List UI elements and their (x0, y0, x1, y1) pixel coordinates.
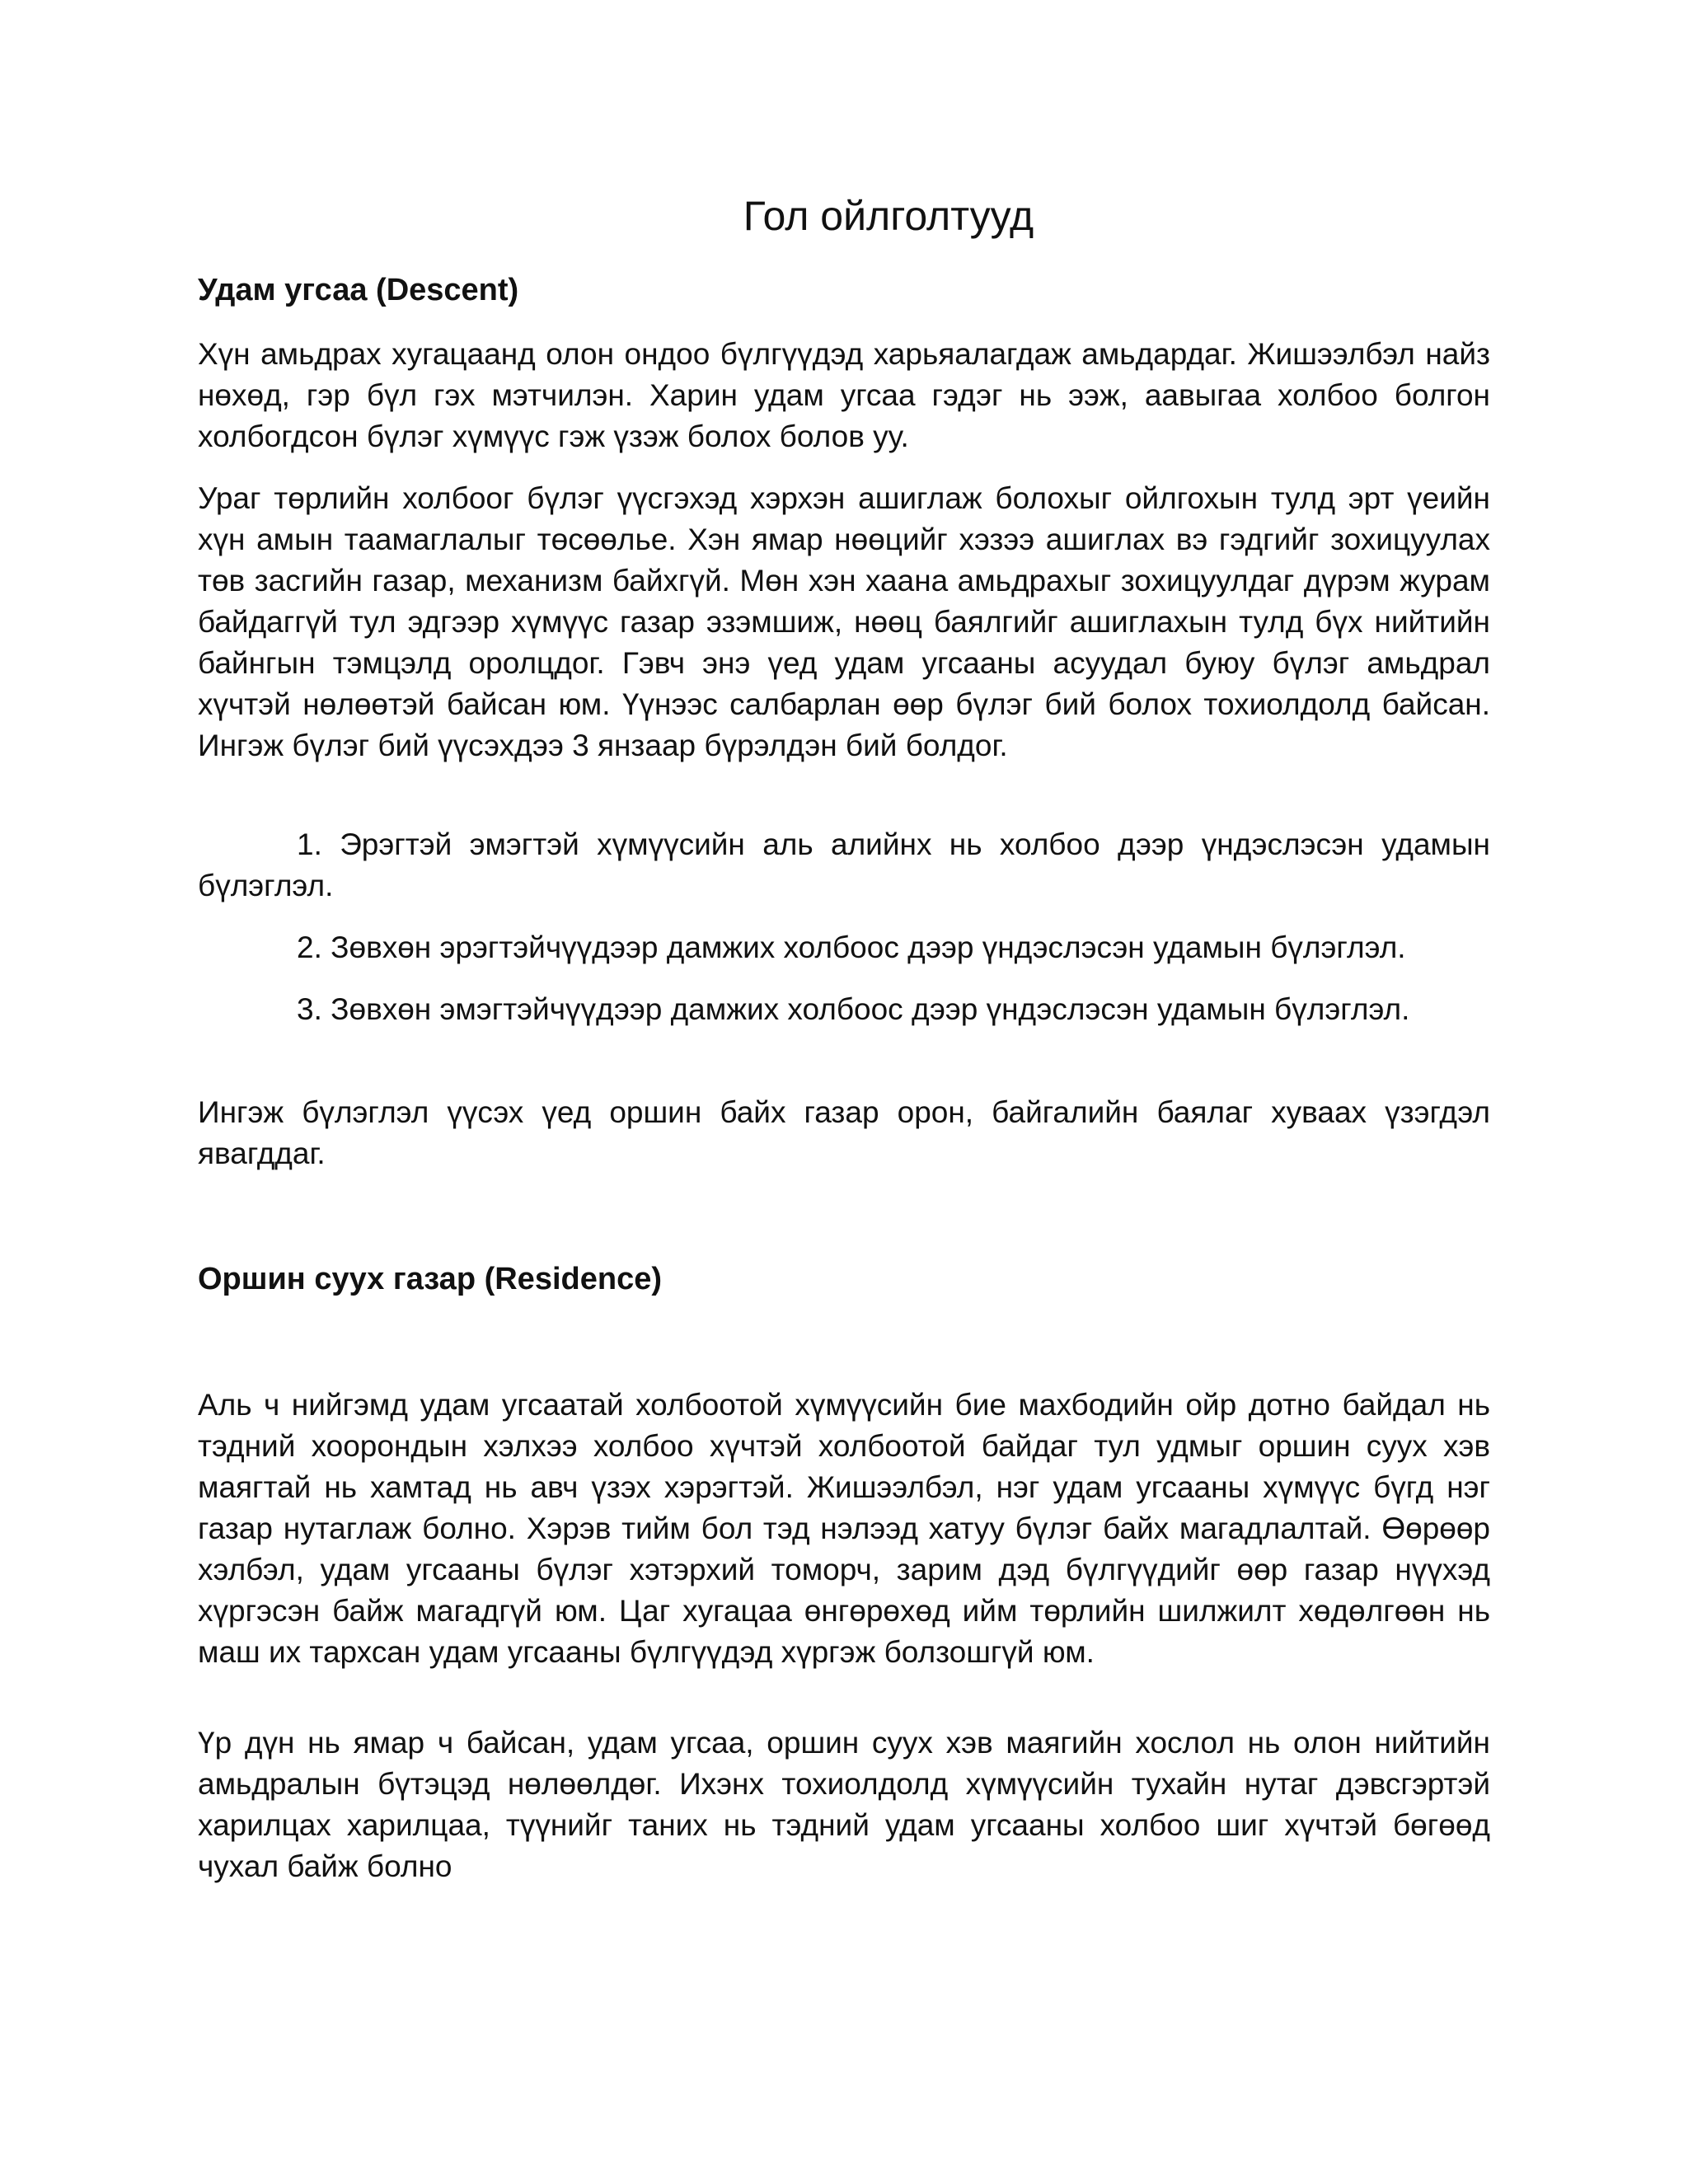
list-item-descent-3: 3. Зөвхөн эмэгтэйчүүдээр дамжих холбоос дээр үндэслэсэн удамын бүлэглэл. (297, 992, 1410, 1026)
document-page (198, 0, 1490, 2184)
paragraph-descent-intro: Хүн амьдрах хугацаанд олон ондоо бүлгүүдэд харьяалагдаж амьдардаг. Жишээлбэл найз нөхөд, гэр бүл гэх мэтчилэн. Харин удам угсаа гэдэг нь ээж, аавыгаа холбоо болгон холбогдсон бүлэг хүмүүс гэж үзэж болох болов уу. (198, 337, 1490, 453)
paragraph-descent-closing: Ингэж бүлэглэл үүсэх үед оршин байх газар орон, байгалийн баялаг хуваах үзэгдэл явагддаг. (198, 1095, 1490, 1170)
section-heading-residence: Оршин суух газар (Residence) (198, 1262, 662, 1296)
list-item-descent-1: 1. Эрэгтэй эмэгтэй хүмүүсийн аль алийнх нь холбоо дээр үндэслэсэн удамын бүлэглэл. (198, 827, 1490, 902)
list-item-descent-2: 2. Зөвхөн эрэгтэйчүүдээр дамжих холбоос дээр үндэслэсэн удамын бүлэглэл. (297, 930, 1406, 964)
page-title: Гол ойлголтууд (743, 193, 1034, 239)
paragraph-descent-body: Ураг төрлийн холбоог бүлэг үүсгэхэд хэрхэн ашиглаж болохыг ойлгохын тулд эрт үеийн хүн амын таамаглалыг төсөөлье. Хэн ямар нөөцийг хэзээ ашиглах вэ гэдгийг зохицуулах төв засгийн газар, механизм байхгүй. Мөн хэн хаана амьдрахыг зохицуулдаг дүрэм журам байдаггүй тул эдгээр хүмүүс газар эзэмшиж, нөөц баялгийг ашиглахын тулд бүх нийтийн байнгын тэмцэлд оролцдог. Гэвч энэ үед удам угсааны асуудал буюу бүлэг амьдрал хүчтэй нөлөөтэй байсан юм. Үүнээс салбарлан өөр бүлэг бий болох тохиолдолд байсан. Ингэж бүлэг бий үүсэхдээ 3 янзаар бүрэлдэн бий болдог. (198, 481, 1490, 762)
section-heading-descent: Удам угсаа (Descent) (198, 273, 519, 307)
paragraph-residence-body: Аль ч нийгэмд удам угсаатай холбоотой хүмүүсийн бие махбодийн ойр дотно байдал нь тэдний хоорондын хэлхээ холбоо хүчтэй холбоотой байдаг тул удмыг оршин суух хэв маягтай нь хамтад нь авч үзэх хэрэгтэй. Жишээлбэл, нэг удам угсааны хүмүүс бүгд нэг газар нутаглаж болно. Хэрэв тийм бол тэд нэлээд хатуу бүлэг байх магадлалтай. Өөрөөр хэлбэл, удам угсааны бүлэг хэтэрхий томорч, зарим дэд бүлгүүдийг өөр газар нүүхэд хүргэсэн байж магадгүй юм. Цаг хугацаа өнгөрөхөд ийм төрлийн шилжилт хөдөлгөөн нь маш их тархсан удам угсааны бүлгүүдэд хүргэж болзошгүй юм. (198, 1388, 1490, 1669)
paragraph-residence-closing: Үр дүн нь ямар ч байсан, удам угсаа, оршин суух хэв маягийн хослол нь олон нийтийн амьдралын бүтэцэд нөлөөлдөг. Ихэнх тохиолдолд хүмүүсийн тухайн нутаг дэвсгэртэй харилцах харилцаа, түүнийг таних нь тэдний удам угсааны холбоо шиг хүчтэй бөгөөд чухал байж болно (198, 1726, 1490, 1883)
